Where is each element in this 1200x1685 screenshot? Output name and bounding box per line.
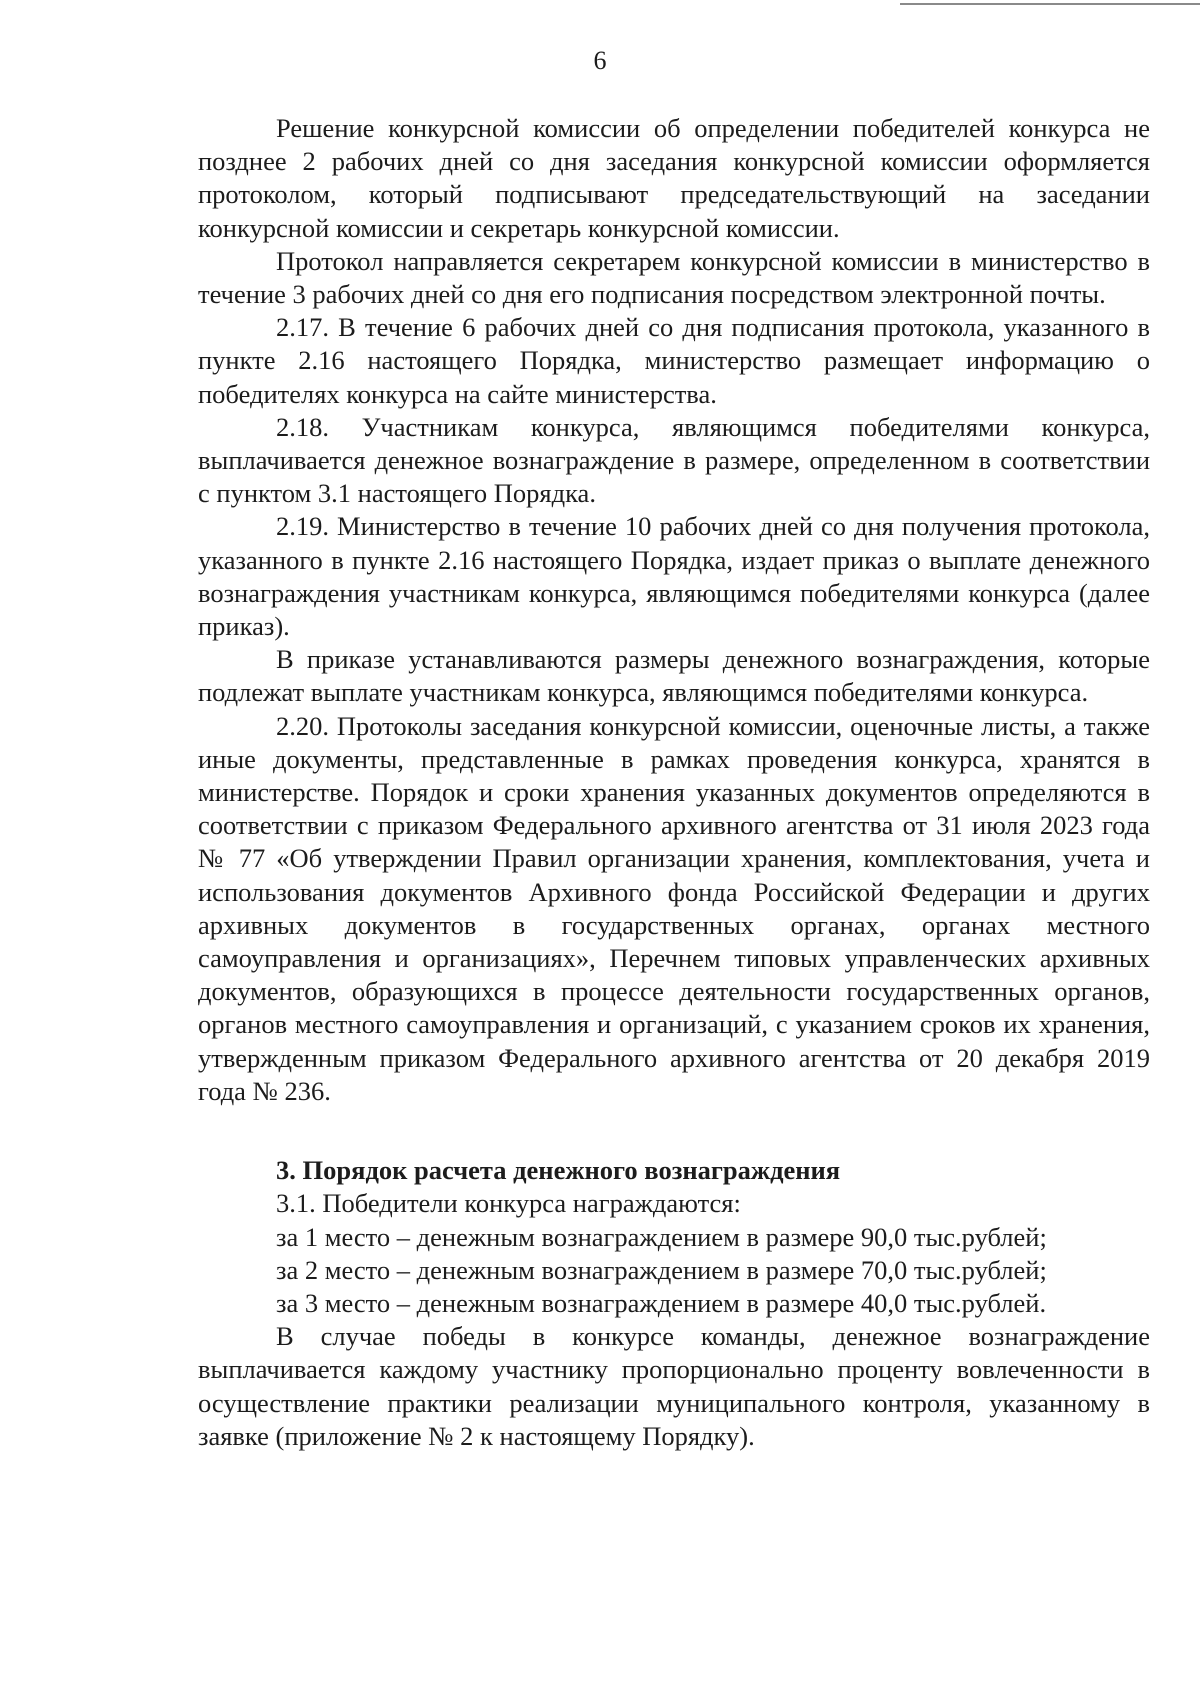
paragraph-2-19: 2.19. Министерство в течение 10 рабочих дней со дня получения протокола, указанного в пункте 2.16 настоящего Порядка, издает приказ о выплате денежного вознаграждения участникам конкурса, являющимся победителями конкурса (далее приказ). [198, 511, 1150, 642]
paragraph-2-18: 2.18. Участникам конкурса, являющимся победителями конкурса, выплачивается денежное вознаграждение в размере, определенном в соответствии с пунктом 3.1 настоящего Порядка. [198, 411, 1150, 509]
scan-edge-line [900, 3, 1200, 5]
paragraph-order-amounts: В приказе устанавливаются размеры денежного вознаграждения, которые подлежат выплате участникам конкурса, являющимся победителями конкурса. [198, 644, 1150, 708]
award-first-place: за 1 место – денежным вознаграждением в размере 90,0 тыс.рублей; [276, 1221, 1047, 1252]
paragraph-commission-decision: Решение конкурсной комиссии об определении победителей конкурса не позднее 2 рабочих дней со дня заседания конкурсной комиссии оформляется протоколом, который подписывают председательствующий на заседании конкурсной комиссии и секретарь конкурсной комиссии. [198, 113, 1150, 243]
section-3-heading: 3. Порядок расчета денежного вознаграждения [276, 1155, 841, 1186]
page-number: 6 [593, 46, 607, 75]
award-third-place: за 3 место – денежным вознаграждением в размере 40,0 тыс.рублей. [276, 1287, 1047, 1318]
paragraph-2-20: 2.20. Протоколы заседания конкурсной комиссии, оценочные листы, а также иные документы, представленные в рамках проведения конкурса, хранятся в министерстве. Порядок и сроки хранения указанных документов определяются в соответствии с приказом Федерального архивного агентства от 31 июля 2023 года № 77 «Об утверждении Правил организации хранения, комплектования, учета и использования документов Архивного фонда Российской Федерации и других архивных документов в государственных органах, органах местного самоуправления и организациях», Перечнем типовых управленческих архивных документов, образующихся в процессе деятельности государственных органов, органов местного самоуправления и организаций, с указанием сроков их хранения, утвержденным приказом Федерального архивного агентства от 20 декабря 2019 года № 236. [198, 710, 1150, 1106]
document-body [198, 112, 1150, 1453]
paragraph-2-17: 2.17. В течение 6 рабочих дней со дня подписания протокола, указанного в пункте 2.16 настоящего Порядка, министерство размещает информацию о победителях конкурса на сайте министерства. [198, 312, 1150, 409]
award-second-place: за 2 место – денежным вознаграждением в размере 70,0 тыс.рублей; [276, 1254, 1047, 1285]
section-3-1-intro: 3.1. Победители конкурса награждаются: [276, 1188, 741, 1219]
paragraph-protocol-sending: Протокол направляется секретарем конкурсной комиссии в министерство в течение 3 рабочих дней со дня его подписания посредством электронной почты. [198, 245, 1150, 310]
paragraph-team-award: В случае победы в конкурсе команды, денежное вознаграждение выплачивается каждому участнику пропорционально проценту вовлеченности в осуществление практики реализации муниципального контроля, указанному в заявке (приложение № 2 к настоящему Порядку). [198, 1321, 1150, 1451]
